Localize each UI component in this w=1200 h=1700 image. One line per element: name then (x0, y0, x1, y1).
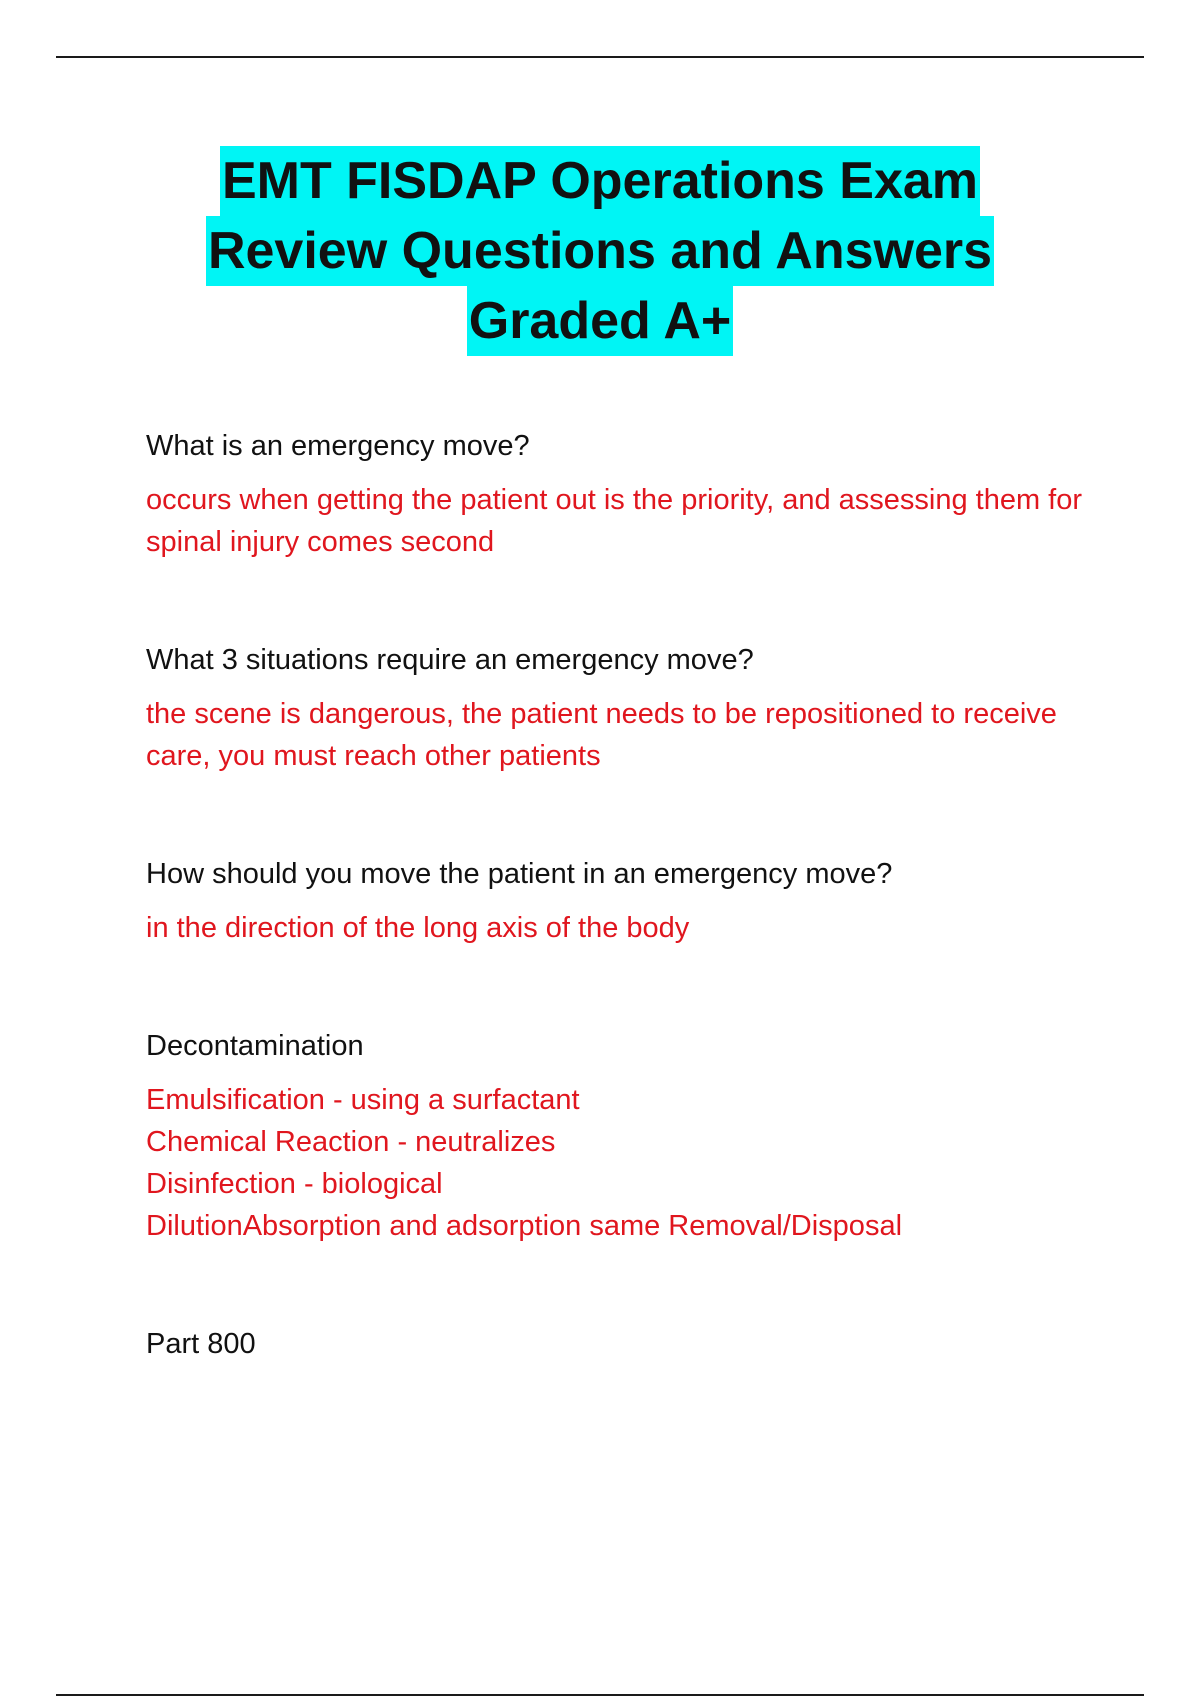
qa-item (146, 853, 1096, 949)
answer-text: in the direction of the long axis of the body (146, 912, 690, 944)
question-text: Part 800 (146, 1328, 256, 1360)
title-line-3: Graded A+ (467, 286, 734, 356)
title-line-2: Review Questions and Answers (206, 216, 994, 286)
bottom-rule (56, 1694, 1144, 1696)
question-text: What 3 situations require an emergency move? (146, 644, 754, 676)
qa-item (146, 425, 1096, 563)
qa-item (146, 639, 1096, 777)
document-title (100, 146, 1100, 356)
qa-list (146, 425, 1096, 1377)
answer-text: Emulsification - using a surfactant Chemical Reaction - neutralizes Disinfection - biological DilutionAbsorption and adsorption same Removal/Disposal (146, 1084, 903, 1242)
question-text: How should you move the patient in an emergency move? (146, 858, 893, 890)
qa-item (146, 1025, 1096, 1247)
question-text: Decontamination (146, 1030, 364, 1062)
question-text: What is an emergency move? (146, 430, 530, 462)
qa-item (146, 1323, 1096, 1365)
answer-text: the scene is dangerous, the patient needs to be repositioned to receive care, you must reach other patients (146, 698, 1057, 772)
answer-text: occurs when getting the patient out is the priority, and assessing them for spinal injury comes second (146, 484, 1083, 558)
top-rule (56, 56, 1144, 58)
title-line-1: EMT FISDAP Operations Exam (220, 146, 980, 216)
